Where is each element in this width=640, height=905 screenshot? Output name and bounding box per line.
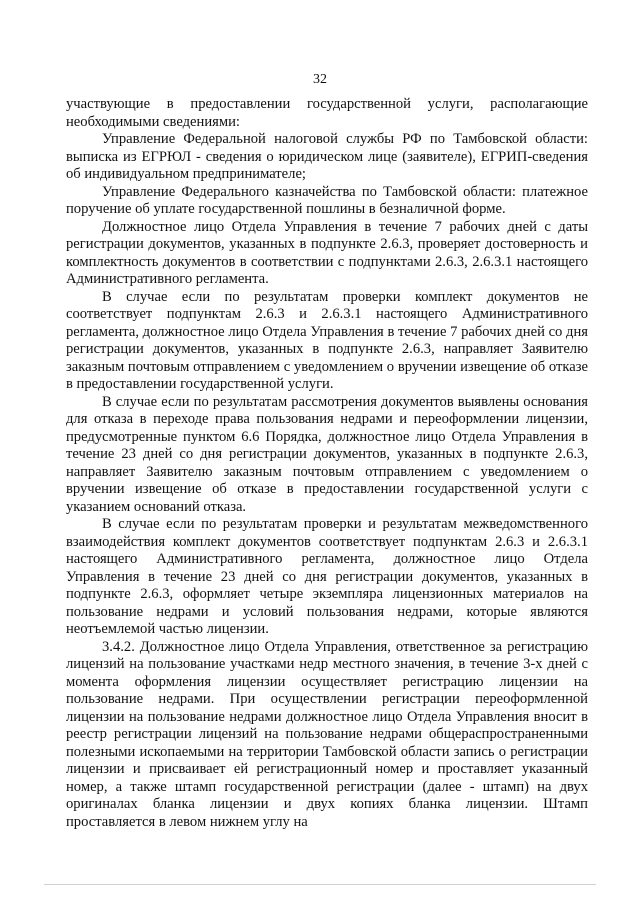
paragraph-treasury: Управление Федерального казначейства по Тамбовской области: платежное поручение об уплате государственной пошлины в безналичной форме.: [66, 183, 588, 217]
paragraph-continuation: участвующие в предоставлении государственной услуги, располагающие необходимыми сведениями:: [66, 96, 588, 130]
paragraph-license-materials: В случае если по результатам проверки и результатам межведомственного взаимодействия комплект документов соответствует подпунктам 2.6.3 и 2.6.3.1 настоящего Административного регламента, должностное лицо Отдела Управления в течение 23 дней со дня регистрации документов, указанных в подпункте 2.6.3, оформляет четыре экземпляра лицензионных материалов на пользование недрами и условий пользования недрами, которые являются неотъемлемой частью лицензии.: [66, 516, 588, 637]
paragraph-refusal-grounds: В случае если по результатам рассмотрения документов выявлены основания для отказа в переходе права пользования недрами и переоформлении лицензии, предусмотренные пунктом 6.6 Порядка, должностное лицо Отдела Управления в течение 23 дней со дня регистрации документов, указанных в подпункте 2.6.3, направляет Заявителю заказным почтовым отправлением с уведомлением о вручении извещение об отказе в предоставлении государственной услуги с указанием оснований отказа.: [66, 393, 588, 515]
page-number: 32: [313, 72, 327, 87]
footer-divider: [44, 884, 596, 885]
document-body: [66, 96, 588, 831]
paragraph-document-check: Должностное лицо Отдела Управления в течение 7 рабочих дней с даты регистрации документов, указанных в подпункте 2.6.3, проверяет достоверность и комплектность документов в соответствии с подпунктами 2.6.3, 2.6.3.1 настоящего Административного регламента.: [66, 218, 588, 287]
paragraph-section-3-4-2: 3.4.2. Должностное лицо Отдела Управления, ответственное за регистрацию лицензий на пользование участками недр местного значения, в течение 3-х дней с момента оформления лицензии осуществляет регистрацию лицензии на пользование недрами. При осуществлении регистрации переоформленной лицензии на пользование недрами должностное лицо Отдела Управления вносит в реестр регистрации лицензий на пользование недрами общераспространенными полезными ископаемыми на территории Тамбовской области запись о регистрации лицензии и присваивает ей регистрационный номер и проставляет указанный номер, а также штамп государственной регистрации (далее - штамп) на двух оригиналах бланка лицензии и двух копиях бланка лицензии. Штамп проставляется в левом нижнем углу на: [66, 638, 588, 830]
paragraph-incomplete-documents: В случае если по результатам проверки комплект документов не соответствует подпунктам 2.6.3 и 2.6.3.1 настоящего Административного регламента, должностное лицо Отдела Управления в течение 7 рабочих дней со дня регистрации документов, указанных в подпункте 2.6.3, направляет Заявителю заказным почтовым отправлением с уведомлением о вручении извещение об отказе в предоставлении государственной услуги.: [66, 288, 588, 392]
paragraph-tax-service: Управление Федеральной налоговой службы РФ по Тамбовской области: выписка из ЕГРЮЛ - сведения о юридическом лице (заявителе), ЕГРИП-сведения об индивидуальном предпринимателе;: [66, 131, 588, 182]
